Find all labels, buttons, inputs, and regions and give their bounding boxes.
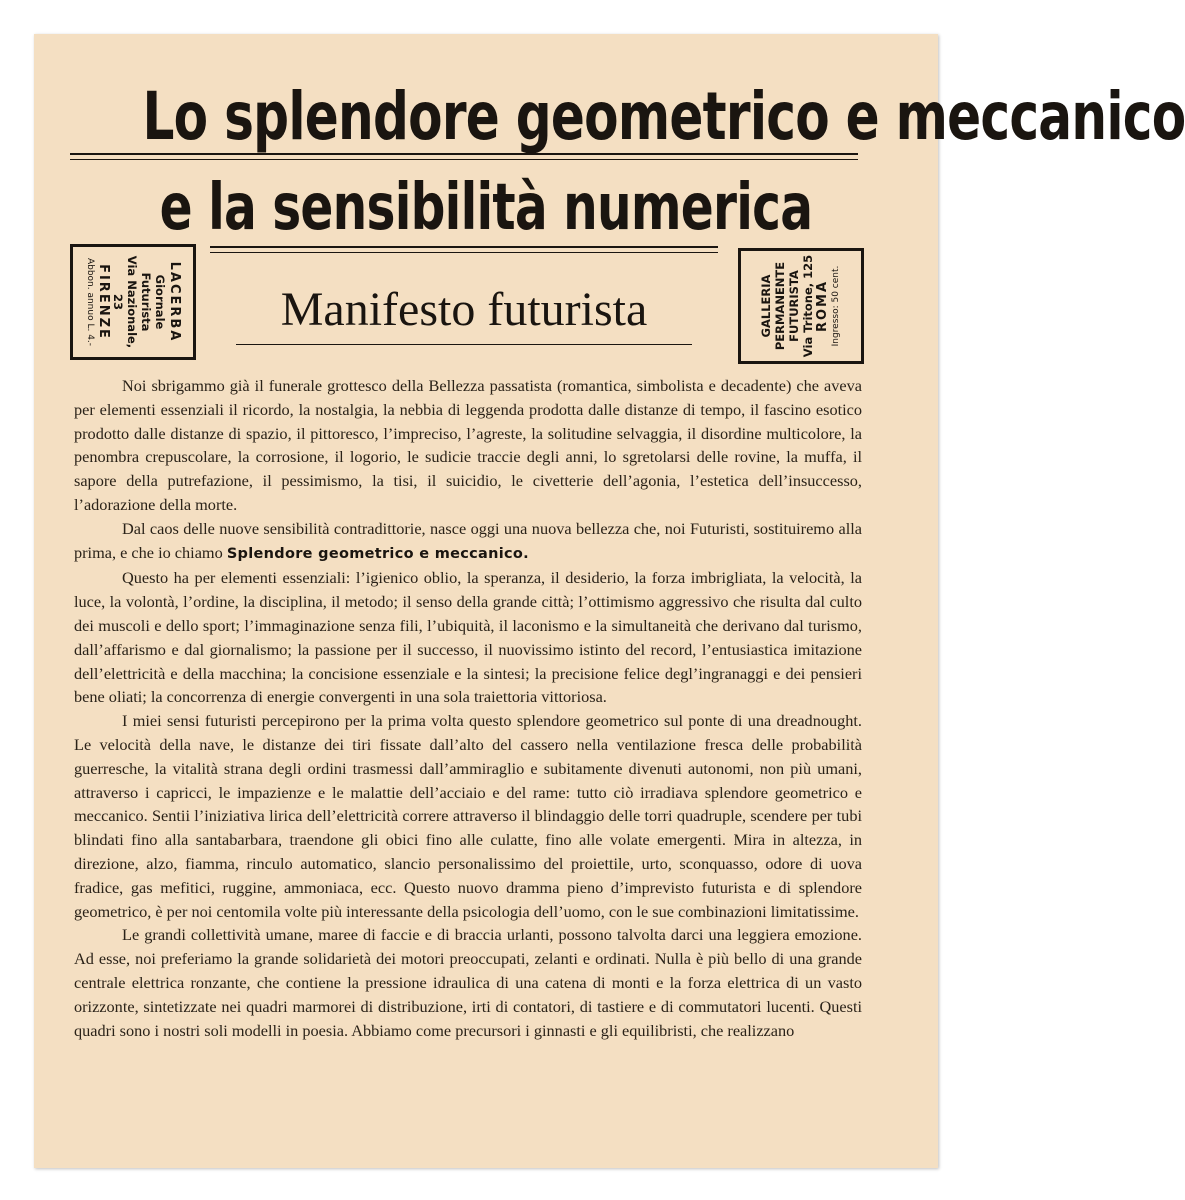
title-rule-2 <box>210 246 718 253</box>
lacerba-name: LACERBA <box>167 261 183 343</box>
galleria-line-3: FUTURISTA <box>787 270 801 342</box>
galleria-admission: Ingresso: 50 cent. <box>831 265 841 347</box>
manifesto-subtitle: Manifesto futurista <box>280 283 648 336</box>
paragraph-3: Questo ha per elementi essenziali: l’igienico oblio, la speranza, il desiderio, la forza imbrigliata, la velocità, la luce, la volontà, l’ordine, la disciplina, il metodo; il senso della grande città; l’ottimismo aggressivo che risulta dal culto dei muscoli e dello sport; l’immaginazione senza fili, l’ubiquità, il laconismo e la simultaneità che derivano dal turismo, dall’affarismo e dal giornalismo; la passione per il successo, il nuovissimo istinto del record, l’entusiastica imitazione dell’elettricità e della macchina; la concisione essenziale e la sintesi; la precisione felice degl’ingranaggi e dei pensieri bene oliati; la concorrenza di energie convergenti in una sola traiettoria vittoriosa. <box>74 568 862 707</box>
paragraph-2 <box>74 517 862 567</box>
title-rule-1 <box>70 153 858 160</box>
lacerba-subscription: Abbon. annuo L. 4.- <box>85 257 96 347</box>
lacerba-box <box>70 244 196 360</box>
paragraph-2-text: Dal caos delle nuove sensibilità contradittorie, nasce oggi una nuova bellezza che, noi Futuristi, sostituiremo alla prima, e che io chiamo <box>74 518 862 562</box>
subtitle-rule <box>236 344 692 345</box>
galleria-box <box>738 248 864 364</box>
galleria-line-1: GALLERIA <box>759 274 773 338</box>
galleria-city: ROMA <box>815 279 830 333</box>
title-line-2: e la sensibilità numerica <box>159 171 813 245</box>
paragraph-1: Noi sbrigammo già il funerale grottesco della Bellezza passatista (romantica, simbolista e decadente) che aveva per elementi essenziali il ricordo, la nostalgia, la nebbia di leggenda prodotta dalle distanze di tempo, il fascino esotico prodotto dalle distanze di spazio, il pittoresco, l’impreciso, l’agreste, la solitudine selvaggia, il disordine multicolore, la penombra crepuscolare, la corrosione, il logorio, le sudicie traccie degli anni, lo sgretolarsi delle rovine, la muffa, il sapore della putrefazione, il pessimismo, la tisi, il suicidio, le civetterie dell’agonia, l’estetica dell’insuccesso, l’adorazione della morte. <box>74 376 862 514</box>
galleria-line-2: PERMANENTE <box>773 261 787 351</box>
galleria-address: Via Tritone, 125 <box>801 254 815 358</box>
paragraph-2-emphasis: Splendore geometrico e meccanico. <box>226 545 529 562</box>
lacerba-city: FIRENZE <box>96 264 112 340</box>
manifesto-page <box>34 34 1185 1168</box>
lacerba-subtitle: Giornale Futurista <box>139 272 168 332</box>
lacerba-address: Via Nazionale, 23 <box>111 255 140 349</box>
title-line-1: Lo splendore geometrico e meccanico <box>142 78 1185 155</box>
paragraph-5: Le grandi collettività umane, maree di faccie e di braccia urlanti, possono talvolta darci una leggiera emozione. Ad esse, noi preferiamo la grande solidarietà dei motori preoccupati, zelanti e ordinati. Nulla è più bello di una grande centrale elettrica ronzante, che contiene la pressione idraulica di una catena di monti e la forza elettrica di un vasto orizzonte, sintetizzate nei quadri marmorei di distribuzione, irti di contatori, di tastiere e di commutatori lucenti. Questi quadri sono i nostri soli modelli in poesia. Abbiamo come precursori i ginnasti e gli equilibristi, che realizzano <box>74 925 862 1040</box>
manifesto-body <box>74 374 862 1042</box>
paragraph-4: I miei sensi futuristi percepirono per la prima volta questo splendore geometrico sul ponte di una dreadnought. Le velocità della nave, le distanze dei tiri fissate dall’alto del cassero nella ventilazione fresca delle probabilità guerresche, la vitalità strana degli ordini trasmessi dall’ammiraglio e subitamente divenuti autonomi, non più umani, attraverso i capricci, le impazienze e le malattie dell’acciaio e del rame: tutto ciò irradiava splendore geometrico e meccanico. Sentii l’iniziativa lirica dell’elettricità correre attraverso il blindaggio delle torri quadruple, scendere per tubi blindati fino alla santabarbara, traendone gli obici fino alle culatte, fino alle volate emergenti. Mira in altezza, in direzione, alzo, fiamma, rinculo automatico, slancio personalissimo del proiettile, urto, sconquasso, odore di uova fradice, gas mefitici, ruggine, ammoniaca, ecc. Questo nuovo dramma pieno d’imprevisto futurista e di splendore geometrico, è per noi centomila volte più interessante della psicologia dell’uomo, con le sue combinazioni limitatissime. <box>74 711 862 921</box>
